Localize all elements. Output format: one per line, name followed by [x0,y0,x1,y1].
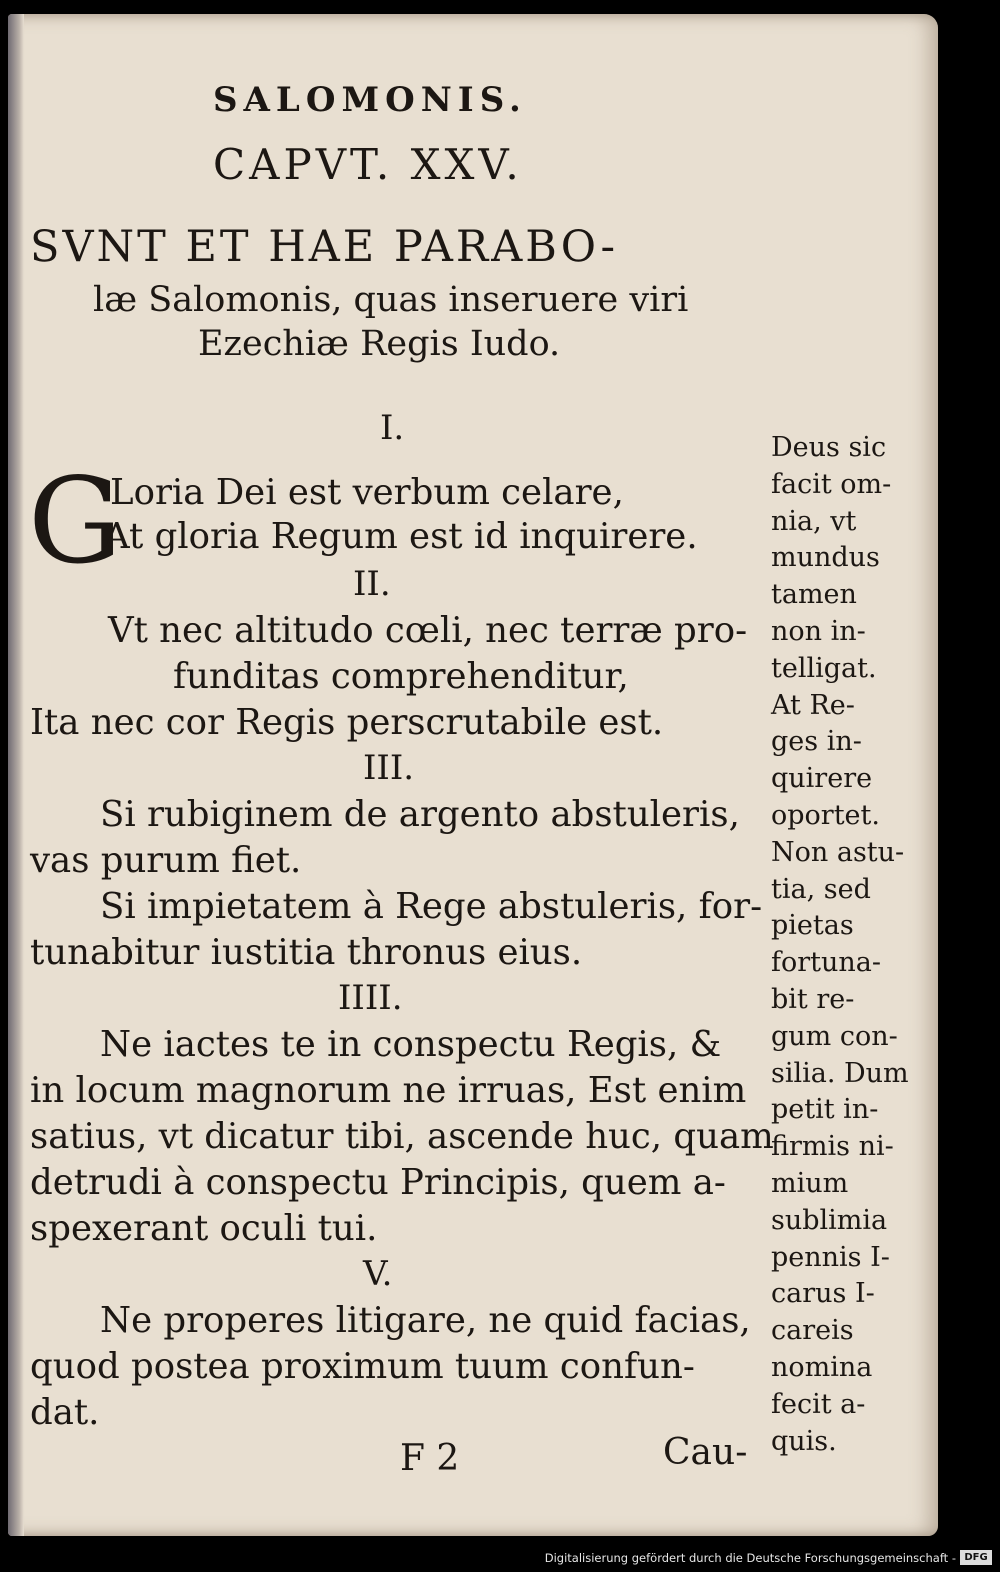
margin-note-line: mundus [771,542,880,574]
verse-4-line-2: in locum magnorum ne irruas, Est enim [30,1070,747,1111]
signature-mark: F 2 [400,1438,460,1479]
margin-note-line: pennis I- [771,1241,890,1273]
margin-note-line: tia, sed [771,873,871,905]
chapter-heading: CAPVT. XXV. [213,140,523,189]
margin-note-line: Non astu- [771,836,905,868]
page-spine-shadow [8,14,24,1536]
catchword: Cau- [663,1432,748,1473]
verse-number-4: IIII. [338,978,403,1018]
margin-note-line: carus I- [771,1278,875,1310]
verse-3-line-1: Si rubiginem de argento abstuleris, [100,794,740,835]
margin-note-line: petit in- [771,1094,879,1126]
margin-note-line: fortuna- [771,947,882,979]
dfg-logo: DFG [960,1550,992,1565]
book-page [8,14,938,1536]
verse-5-line-1: Ne properes litigare, ne quid facias, [100,1300,751,1341]
verse-3-line-2: vas purum fiet. [30,840,302,881]
margin-note-line: Deus sic [771,432,887,463]
margin-note-line: bit re- [771,983,855,1015]
verse-4-line-1: Ne iactes te in conspectu Regis, & [100,1024,722,1065]
verse-2-line-2: funditas comprehenditur, [173,656,629,697]
margin-note-line: quirere [771,763,873,795]
verse-1-line-1: Loria Dei est verbum celare, [110,472,624,513]
verse-5-line-2: quod postea proximum tuum confun- [30,1346,695,1387]
verse-5-line-3: dat. [30,1392,100,1433]
verse-2-line-3: Ita nec cor Regis perscrutabile est. [30,702,664,743]
verse-number-2: II. [353,564,391,604]
margin-note-line: oportet. [771,799,880,831]
margin-note-line: nia, vt [771,505,857,537]
title-line-2: læ Salomonis, quas inseruere viri [93,280,689,320]
margin-note-line: mium [771,1167,849,1199]
margin-note-line: facit om- [771,468,892,500]
title-line-3: Ezechiæ Regis Iudo. [198,324,561,364]
verse-number-5: V. [363,1254,393,1294]
verse-number-1: I. [380,408,405,448]
margin-note-line: quis. [771,1425,837,1457]
verse-4-line-3: satius, vt dicatur tibi, ascende huc, quam [30,1116,774,1157]
margin-note-line: sublimia [771,1204,888,1236]
margin-note-line: At Re- [771,689,855,721]
margin-note-line: telligat. [771,652,877,684]
banner-text: Digitalisierung gefördert durch die Deutsche Forschungsgemeinschaft - [544,1551,956,1565]
margin-note-line: firmis ni- [771,1131,894,1163]
verse-4-line-5: spexerant oculi tui. [30,1208,378,1249]
margin-note-line: silia. Dum [771,1057,909,1089]
margin-note-line: tamen [771,579,857,611]
verse-number-3: III. [363,748,415,788]
margin-note-line: pietas [771,910,854,942]
margin-note-line: ges in- [771,726,862,758]
verse-2-line-1: Vt nec altitudo cœli, nec terræ pro- [108,610,748,651]
verse-3-line-4: tunabitur iustitia thronus eius. [30,932,583,973]
margin-note [771,430,921,1460]
title-line-1: SVNT ET HAE PARABO- [30,222,619,272]
drop-cap: G [28,452,123,590]
verse-3-line-3: Si impietatem à Rege abstuleris, for- [100,886,763,927]
digitization-banner [0,1546,1000,1572]
verse-4-line-4: detrudi à conspectu Principis, quem a- [30,1162,726,1203]
running-head: SALOMONIS. [213,80,527,120]
margin-note-line: careis [771,1315,854,1347]
verse-1-line-2: At gloria Regum est id inquirere. [104,516,698,557]
margin-note-line: gum con- [771,1020,898,1052]
margin-note-line: nomina [771,1351,873,1383]
margin-note-line: fecit a- [771,1388,866,1420]
margin-note-line: non in- [771,615,866,647]
